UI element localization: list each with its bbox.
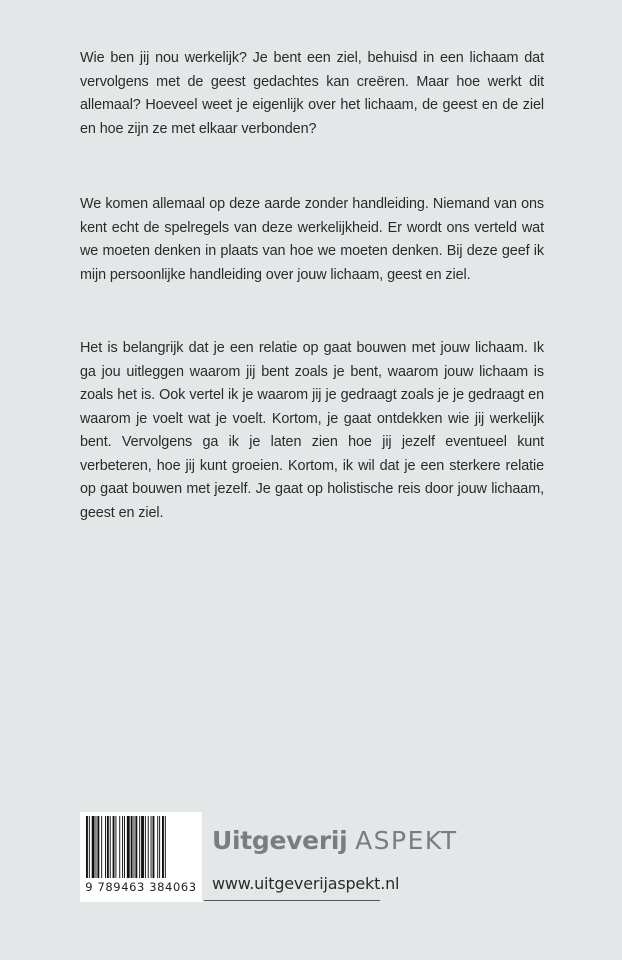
publisher-name-part1: Uitgeverij [212,826,348,855]
blurb-paragraph-1: Wie ben jij nou werkelijk? Je bent een ziel, behuisd in een lichaam dat vervolgens met de geest gedachtes kan creëren. Maar hoe werkt dit allemaal? Hoeveel weet je eigenlijk over het lichaam, de geest en de ziel en hoe zijn ze met elkaar verbonden? [80,50,544,137]
blurb-paragraph-3: Het is belangrijk dat je een relatie op gaat bouwen met jouw lichaam. Ik ga jou uitleggen waarom jij bent zoals je bent, waarom jouw lichaam is zoals het is. Ook vertel ik je waarom jij je gedraagt zoals je je gedraagt en waarom je voelt wat je voelt. Kortom, je gaat ontdekken wie jij werkelijk bent. Vervolgens ga ik je laten zien hoe jij jezelf eventueel kunt verbeteren, hoe jij kunt groeien. Kortom, ik wil dat je een sterkere relatie op gaat bouwen met jezelf. Je gaat op holistische reis door jouw lichaam, geest en ziel. [80,340,544,521]
blurb-paragraph-2: We komen allemaal op deze aarde zonder handleiding. Niemand van ons kent echt de spelregels van deze werkelijkheid. Er wordt ons verteld wat we moeten denken in plaats van hoe we moeten denken. Bij deze geef ik mijn persoonlijke handleiding over jouw lichaam, geest en ziel. [80,196,544,283]
website-underline [204,900,380,901]
publisher-logo [212,826,458,855]
publisher-website: www.uitgeverijaspekt.nl [212,874,400,893]
isbn-barcode [80,812,202,902]
isbn-number: 9 789463 384063 [85,880,197,894]
barcode-bars-icon [84,816,198,880]
publisher-name-part2: ASPEKT [355,826,458,855]
